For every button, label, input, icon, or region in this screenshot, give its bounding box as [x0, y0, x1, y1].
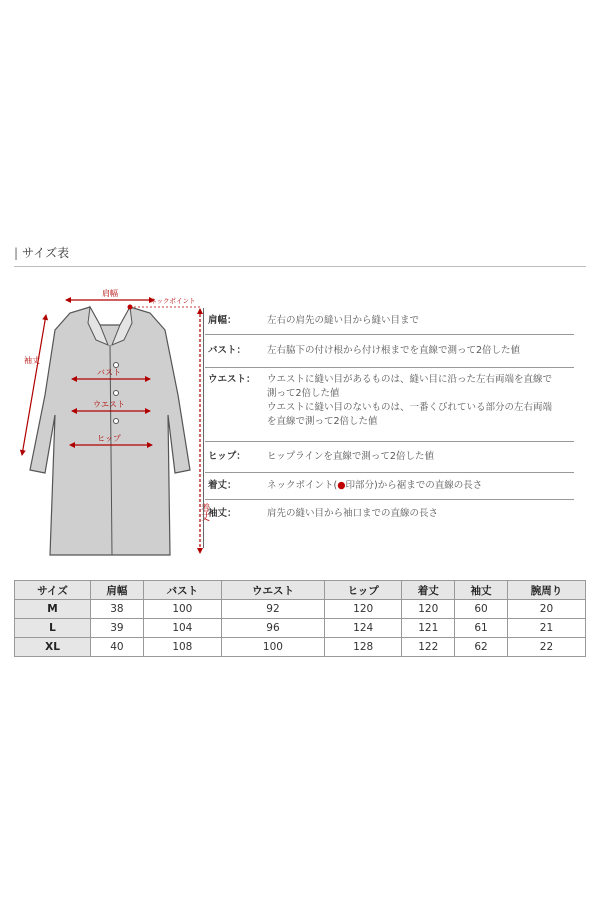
table-cell: 122	[402, 638, 455, 657]
table-cell: 20	[507, 600, 585, 619]
definition-text: ヒップラインを直線で測って2倍した値	[267, 451, 434, 462]
definition-row	[205, 308, 574, 335]
section-title-text: サイズ表	[22, 246, 70, 260]
size-cell: XL	[15, 638, 91, 657]
header-cell: 着丈	[402, 581, 455, 600]
label-bust: バスト	[97, 368, 121, 377]
definitions-list	[205, 308, 574, 528]
definition-label: バスト：	[208, 345, 247, 356]
label-hip: ヒップ	[97, 434, 121, 443]
definition-row	[205, 500, 574, 528]
coat-button	[114, 363, 119, 368]
diagram-divider	[203, 308, 204, 548]
header-cell: ウエスト	[221, 581, 324, 600]
table-cell: 92	[221, 600, 324, 619]
table-cell: 108	[143, 638, 221, 657]
label-sleeve: 袖丈	[24, 356, 40, 365]
definition-row	[205, 368, 574, 442]
table-cell: 96	[221, 619, 324, 638]
definition-label: ヒップ：	[208, 451, 246, 462]
definition-row	[205, 473, 574, 500]
header-cell: サイズ	[15, 581, 91, 600]
coat-button	[114, 391, 119, 396]
definition-label: ウエスト：	[208, 374, 256, 385]
table-cell: 60	[455, 600, 508, 619]
label-shoulder: 肩幅	[102, 289, 118, 298]
size-table	[14, 580, 586, 657]
table-cell: 61	[455, 619, 508, 638]
table-row	[15, 619, 586, 638]
table-cell: 62	[455, 638, 508, 657]
definition-label: 着丈：	[208, 480, 237, 491]
header-cell: バスト	[143, 581, 221, 600]
table-cell: 38	[91, 600, 144, 619]
label-waist: ウエスト	[93, 400, 125, 409]
definition-text: 左右脇下の付け根から付け根までを直線で測って2倍した値	[267, 345, 521, 356]
table-cell: 121	[402, 619, 455, 638]
definition-row	[205, 442, 574, 473]
header-cell: 袖丈	[455, 581, 508, 600]
definition-row	[205, 335, 574, 368]
table-cell: 120	[325, 600, 402, 619]
size-cell: M	[15, 600, 91, 619]
table-cell: 21	[507, 619, 585, 638]
header-cell: 腕周り	[507, 581, 585, 600]
coat-body-shape	[30, 307, 190, 555]
header-cell: ヒップ	[325, 581, 402, 600]
coat-diagram	[0, 285, 210, 565]
table-row	[15, 600, 586, 619]
table-cell: 120	[402, 600, 455, 619]
label-neck-point: ネックポイント	[150, 297, 196, 305]
header-cell: 肩幅	[91, 581, 144, 600]
size-table-header-row	[15, 581, 586, 600]
table-cell: 39	[91, 619, 144, 638]
table-cell: 100	[221, 638, 324, 657]
red-dot-icon: ●	[337, 480, 346, 491]
table-row	[15, 638, 586, 657]
table-cell: 22	[507, 638, 585, 657]
definition-label: 袖丈：	[208, 508, 237, 519]
definition-text: ウエストに縫い目があるものは、縫い目に沿った左右両端を直線で 測って2倍した値 ウエストに縫い目のないものは、一番くびれている部分の左右両端 を直線で測って2倍した値	[267, 374, 553, 427]
section-title	[14, 244, 69, 261]
definition-text: ネックポイント(●印部分)から裾までの直線の長さ	[267, 480, 483, 491]
definition-text: 左右の肩先の縫い目から縫い目まで	[267, 315, 420, 326]
table-cell: 124	[325, 619, 402, 638]
label-length: 着丈	[199, 503, 209, 521]
coat-button	[114, 419, 119, 424]
size-cell: L	[15, 619, 91, 638]
definition-text: 肩先の縫い目から袖口までの直線の長さ	[267, 508, 439, 519]
title-divider	[14, 266, 586, 267]
table-cell: 40	[91, 638, 144, 657]
title-bar-icon: |	[14, 246, 19, 260]
table-cell: 128	[325, 638, 402, 657]
table-cell: 100	[143, 600, 221, 619]
table-cell: 104	[143, 619, 221, 638]
definition-label: 肩幅：	[208, 315, 237, 326]
